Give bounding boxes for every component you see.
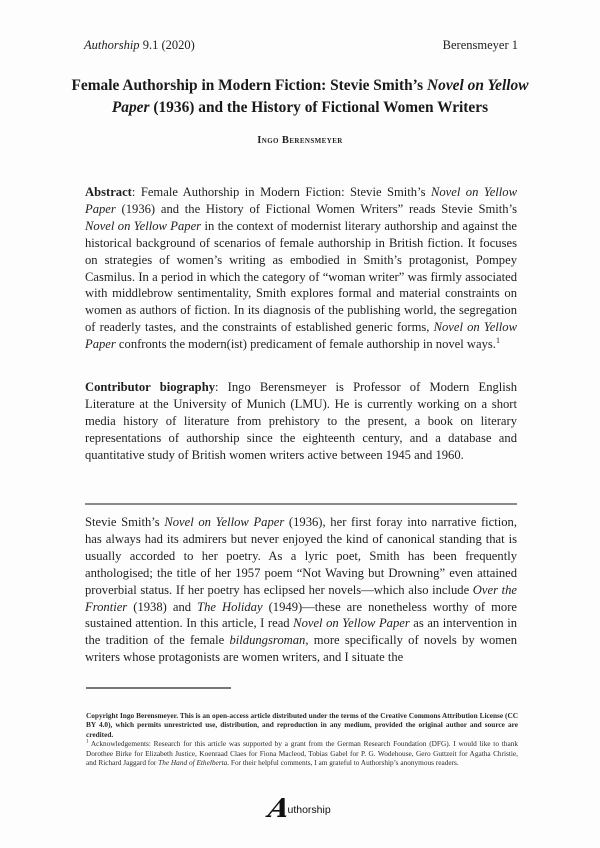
abstract-text: : Female Authorship in Modern Fiction: Stevie Smith’s: [131, 185, 431, 199]
journal-citation: [84, 38, 195, 53]
body-italic: Over the Frontier: [85, 582, 517, 614]
section-divider: [85, 503, 517, 505]
body-paragraph: [85, 514, 517, 666]
title-text: Female Authorship in Modern Fiction: Stevie Smith’s: [71, 77, 428, 94]
footnotes: [86, 711, 518, 767]
article-title: [70, 75, 530, 119]
running-head: [84, 38, 518, 53]
abstract-text: in the context of modernist literary authorship and against the historical background of scenarios of female authorship in British fiction. It focuses on strategies of women’s writing as embodied in Smith’s protagonist, Pompey Casmilus. In a period in which the category of “woman writer” was firmly associated with middlebrow sentimentality, Smith explores formal and material constraints on women as authors of fiction. In its diagnosis of the publishing world, the segregation of readerly tastes, and the constraints of established generic forms,: [85, 218, 517, 335]
body-italic: Novel on Yellow Paper: [293, 616, 410, 631]
logo-text: uthorship: [287, 804, 331, 816]
body-text: Stevie Smith’s: [85, 515, 165, 529]
footnote-divider: [86, 687, 231, 689]
journal-name: Authorship: [84, 38, 140, 52]
body-text: (1938) and: [127, 599, 198, 614]
bio-label: Contributor biography: [85, 380, 215, 394]
author-name: Ingo Berensmeyer: [257, 135, 343, 146]
copyright-notice: Copyright Ingo Berensmeyer. This is an open-access article distributed under the terms of the Creative Commons Attribution License (CC BY 4.0), which permits unrestricted use, distribution, and reproduction in any medium, provided the original author and source are credited.: [86, 711, 518, 739]
body-italic: Novel on Yellow Paper: [164, 515, 285, 529]
footnote-text: Acknowledgements: Research for this article was supported by a grant from the German Research Foundation (DFG). I would like to thank Dorothee Birke for Elizabeth Justice, Koenraad Claes for Fiona Macleod, Tobias Gabel for P. G. Wodehouse, Gero Guttzeit for Agatha Christie, and Richard Jaggard for: [86, 739, 518, 768]
abstract-text: (1936) and the History of Fictional Women Writers” reads Stevie Smith’s: [115, 201, 517, 216]
footnote-reference[interactable]: 1: [495, 335, 500, 345]
body-text: (1949)—these are nonetheless worthy of more sustained attention. In this article, I read: [85, 599, 517, 631]
footnote-number: 1: [86, 739, 89, 745]
body-italic: The Holiday: [197, 599, 263, 614]
abstract: [85, 184, 517, 353]
abstract-label: Abstract: [85, 185, 132, 199]
title-italic: Novel on Yellow Paper: [111, 77, 529, 116]
body-italic: bildungsroman: [229, 633, 306, 648]
body-text: , more specifically of novels by women writers whose protagonists are women writers, and I situate the: [85, 633, 517, 665]
page-header-right: Berensmeyer 1: [442, 38, 518, 52]
footnote-text: . For their helpful comments, I am grateful to Authorship’s anonymous readers.: [227, 758, 459, 768]
contributor-biography: [85, 379, 517, 464]
journal-issue: 9.1 (2020): [139, 38, 195, 52]
abstract-italic: Novel on Yellow Paper: [85, 185, 517, 216]
abstract-text: confronts the modern(ist) predicament of female authorship in novel ways.: [115, 337, 496, 352]
bio-text: : Ingo Berensmeyer is Professor of Modern English Literature at the University of Munich (LMU). He is currently working on a short media history of literature from prehistory to the present, a book on literary representations of authorship since the eighteenth century, and a database and quantitative study of British women writers active between 1945 and 1960.: [85, 380, 517, 462]
abstract-italic: Novel on Yellow Paper: [85, 218, 202, 233]
footnote-italic: The Hand of Ethelberta: [158, 758, 228, 768]
body-text: (1936), her first foray into narrative fiction, has always had its admirers but never enjoyed the kind of canonical standing that is usually accorded to her poetry. As a lyric poet, Smith has been frequently anthologised; the title of her 1957 poem “Not Waving but Drowning” even attained proverbial status. If her poetry has eclipsed her novels—which also include: [85, 515, 517, 597]
title-text: (1936) and the History of Fictional Women Writers: [149, 99, 489, 116]
body-text: as an intervention in the tradition of the female: [85, 616, 517, 648]
footnote-1: [86, 739, 518, 767]
abstract-italic: Novel on Yellow Paper: [85, 320, 517, 352]
authorship-logo: [0, 796, 600, 822]
logo-initial: A: [266, 794, 293, 824]
